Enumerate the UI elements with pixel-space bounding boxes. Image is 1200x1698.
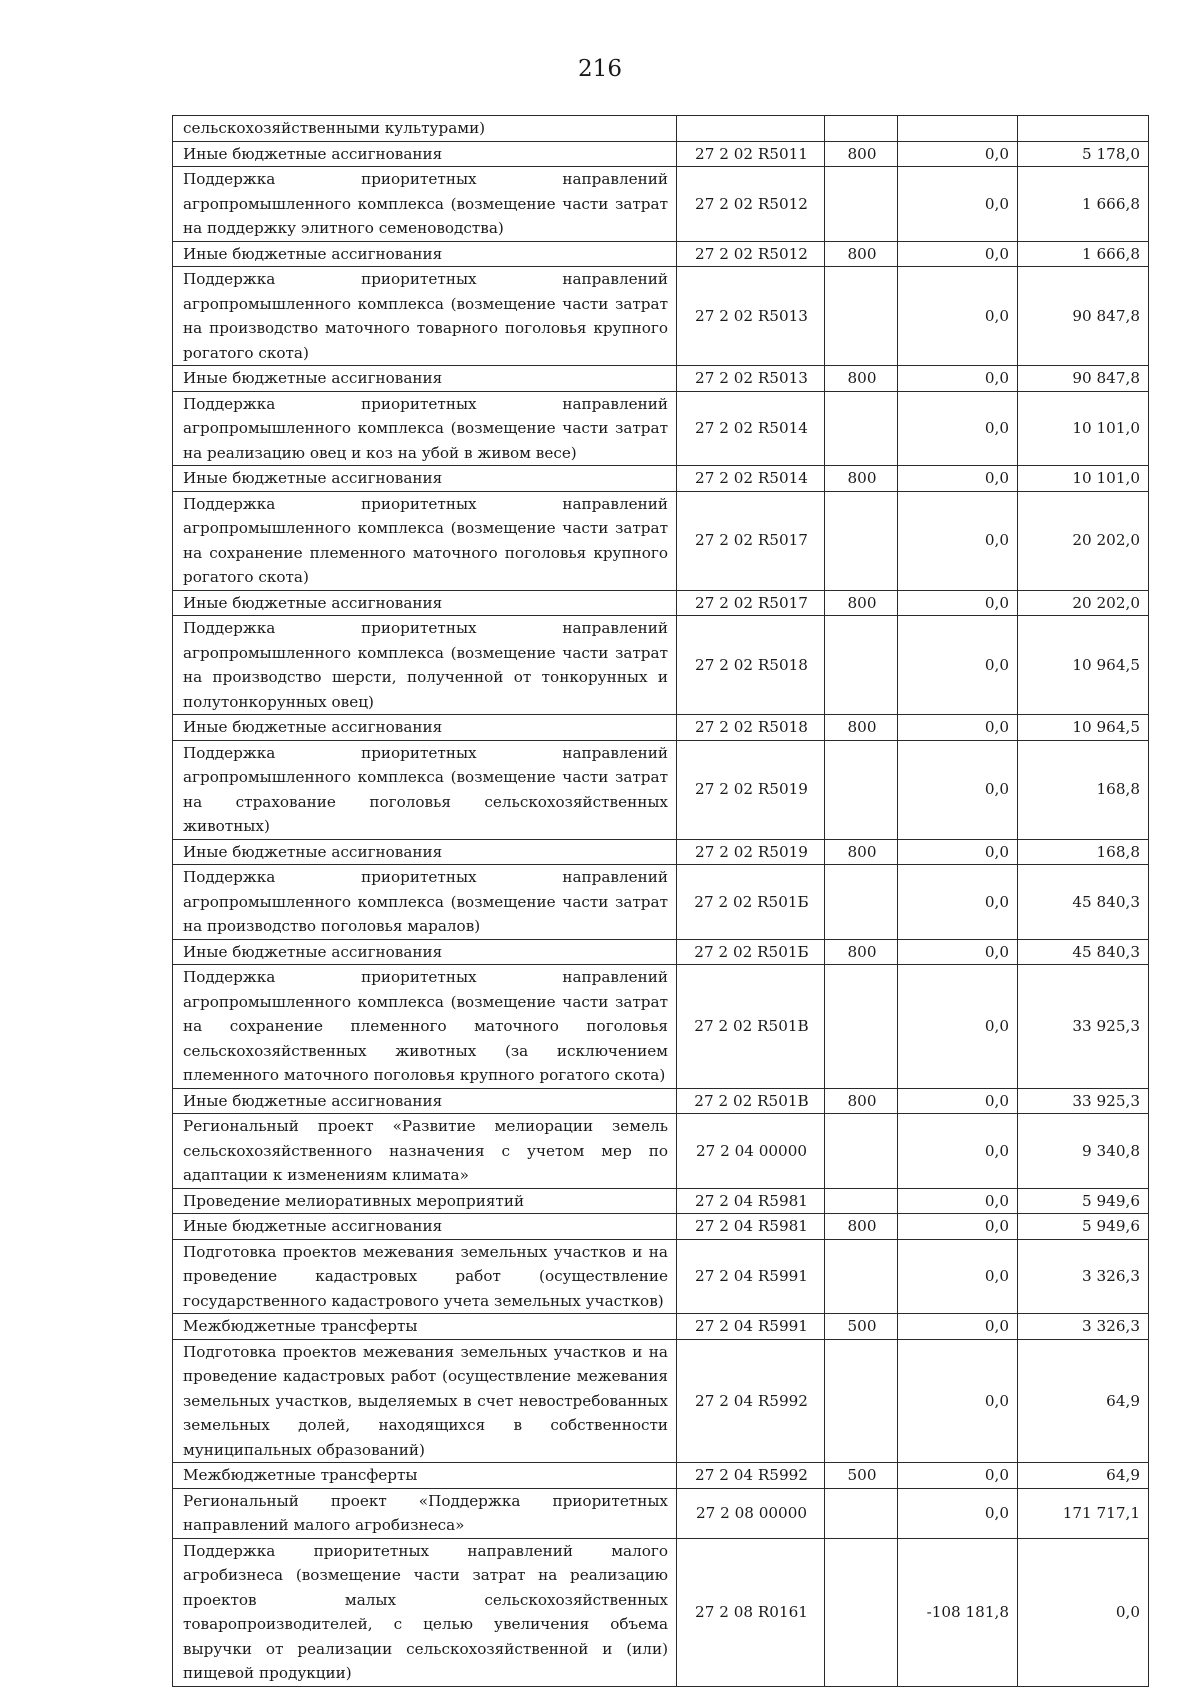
table-row [173,839,1149,865]
cell-amount-change [898,116,1018,142]
table-row [173,1538,1149,1686]
cell-expense-type [825,391,898,466]
cell-name: Подготовка проектов межевания земельных участков и на проведение кадастровых работ (осуществление межевания земельных участков, выделяемых в счет невостребованных земельных долей, находящихся в собственности муниципальных образований) [173,1339,677,1463]
cell-amount-change: 0,0 [898,865,1018,940]
cell-expense-type: 800 [825,241,898,267]
table-row [173,1214,1149,1240]
cell-amount-change: 0,0 [898,616,1018,715]
table-row [173,1488,1149,1538]
cell-name: Иные бюджетные ассигнования [173,1214,677,1240]
cell-expense-type: 800 [825,839,898,865]
cell-amount-change: 0,0 [898,1114,1018,1189]
cell-target-code: 27 2 04 R5981 [677,1214,825,1240]
cell-amount-total: 10 964,5 [1018,616,1149,715]
cell-amount-total: 168,8 [1018,839,1149,865]
cell-target-code: 27 2 02 R5017 [677,590,825,616]
cell-name: сельскохозяйственными культурами) [173,116,677,142]
table-row [173,740,1149,839]
cell-name: Иные бюджетные ассигнования [173,241,677,267]
table-row [173,1339,1149,1463]
page-number: 216 [578,56,622,82]
cell-target-code: 27 2 02 R5019 [677,740,825,839]
cell-expense-type: 800 [825,1088,898,1114]
cell-name: Подготовка проектов межевания земельных участков и на проведение кадастровых работ (осуществление государственного кадастрового учета земельных участков) [173,1239,677,1314]
cell-expense-type [825,865,898,940]
cell-amount-total: 90 847,8 [1018,366,1149,392]
cell-amount-change: 0,0 [898,1488,1018,1538]
cell-expense-type [825,1239,898,1314]
cell-target-code: 27 2 02 R5012 [677,241,825,267]
cell-amount-change: 0,0 [898,366,1018,392]
cell-target-code: 27 2 02 R501Б [677,865,825,940]
cell-amount-total: 10 101,0 [1018,391,1149,466]
table-row [173,616,1149,715]
cell-target-code: 27 2 04 R5991 [677,1239,825,1314]
cell-amount-total: 5 178,0 [1018,141,1149,167]
cell-amount-change: 0,0 [898,1239,1018,1314]
cell-amount-change: 0,0 [898,740,1018,839]
cell-expense-type [825,116,898,142]
table-row [173,267,1149,366]
table-row [173,1314,1149,1340]
cell-expense-type: 500 [825,1314,898,1340]
cell-amount-total: 64,9 [1018,1339,1149,1463]
cell-amount-total: 10 101,0 [1018,466,1149,492]
table-row [173,1239,1149,1314]
cell-amount-total: 0,0 [1018,1538,1149,1686]
cell-name: Поддержка приоритетных направлений агропромышленного комплекса (возмещение части затрат на сохранение племенного маточного поголовья крупного рогатого скота) [173,491,677,590]
table-row [173,116,1149,142]
cell-amount-change: 0,0 [898,1214,1018,1240]
cell-target-code: 27 2 02 R5018 [677,715,825,741]
budget-table-body [173,116,1149,1687]
cell-name: Поддержка приоритетных направлений агропромышленного комплекса (возмещение части затрат на реализацию овец и коз на убой в живом весе) [173,391,677,466]
cell-expense-type: 800 [825,939,898,965]
cell-amount-change: 0,0 [898,839,1018,865]
table-row [173,141,1149,167]
table-row [173,1188,1149,1214]
cell-target-code: 27 2 04 R5992 [677,1463,825,1489]
cell-amount-total: 3 326,3 [1018,1239,1149,1314]
cell-amount-total: 171 717,1 [1018,1488,1149,1538]
table-row [173,167,1149,242]
cell-target-code: 27 2 02 R501Б [677,939,825,965]
cell-expense-type [825,1339,898,1463]
cell-name: Поддержка приоритетных направлений агропромышленного комплекса (возмещение части затрат на производство маточного товарного поголовья крупного рогатого скота) [173,267,677,366]
cell-amount-total: 1 666,8 [1018,167,1149,242]
cell-amount-change: 0,0 [898,965,1018,1089]
cell-expense-type: 800 [825,366,898,392]
cell-target-code: 27 2 02 R5011 [677,141,825,167]
cell-name: Поддержка приоритетных направлений агропромышленного комплекса (возмещение части затрат на производство шерсти, полученной от тонкорунных и полутонкорунных овец) [173,616,677,715]
cell-amount-total: 10 964,5 [1018,715,1149,741]
cell-name: Поддержка приоритетных направлений малого агробизнеса (возмещение части затрат на реализацию проектов малых сельскохозяйственных товаропроизводителей, с целью увеличения объема выручки от реализации сельскохозяйственной и (или) пищевой продукции) [173,1538,677,1686]
cell-target-code: 27 2 02 R5017 [677,491,825,590]
cell-amount-change: 0,0 [898,590,1018,616]
cell-amount-change: 0,0 [898,466,1018,492]
table-row [173,491,1149,590]
cell-expense-type [825,267,898,366]
cell-name: Проведение мелиоративных мероприятий [173,1188,677,1214]
cell-target-code: 27 2 02 R501В [677,965,825,1089]
table-row [173,590,1149,616]
cell-amount-total: 33 925,3 [1018,1088,1149,1114]
cell-name: Иные бюджетные ассигнования [173,141,677,167]
cell-amount-total: 45 840,3 [1018,865,1149,940]
cell-expense-type [825,740,898,839]
table-row [173,965,1149,1089]
cell-target-code: 27 2 08 00000 [677,1488,825,1538]
cell-expense-type [825,1538,898,1686]
table-row [173,466,1149,492]
cell-amount-total: 90 847,8 [1018,267,1149,366]
cell-amount-change: 0,0 [898,715,1018,741]
cell-name: Межбюджетные трансферты [173,1314,677,1340]
cell-amount-total: 5 949,6 [1018,1214,1149,1240]
cell-expense-type [825,167,898,242]
cell-target-code: 27 2 02 R5018 [677,616,825,715]
cell-expense-type: 500 [825,1463,898,1489]
cell-amount-total: 20 202,0 [1018,590,1149,616]
table-row [173,391,1149,466]
cell-amount-change: 0,0 [898,1314,1018,1340]
cell-amount-change: 0,0 [898,1339,1018,1463]
cell-name: Поддержка приоритетных направлений агропромышленного комплекса (возмещение части затрат на производство поголовья маралов) [173,865,677,940]
cell-name: Иные бюджетные ассигнования [173,590,677,616]
table-row [173,939,1149,965]
cell-amount-change: 0,0 [898,141,1018,167]
cell-name: Региональный проект «Поддержка приоритетных направлений малого агробизнеса» [173,1488,677,1538]
cell-amount-total: 64,9 [1018,1463,1149,1489]
cell-target-code: 27 2 04 R5992 [677,1339,825,1463]
cell-amount-change: 0,0 [898,167,1018,242]
table-row [173,1114,1149,1189]
cell-name: Иные бюджетные ассигнования [173,839,677,865]
cell-expense-type: 800 [825,141,898,167]
cell-name: Региональный проект «Развитие мелиорации земель сельскохозяйственного назначения с учетом мер по адаптации к изменениям климата» [173,1114,677,1189]
cell-expense-type [825,1114,898,1189]
cell-target-code: 27 2 02 R5012 [677,167,825,242]
cell-amount-change: 0,0 [898,491,1018,590]
cell-amount-change: -108 181,8 [898,1538,1018,1686]
table-row [173,865,1149,940]
cell-amount-total: 9 340,8 [1018,1114,1149,1189]
cell-expense-type [825,1488,898,1538]
cell-name: Иные бюджетные ассигнования [173,366,677,392]
cell-target-code: 27 2 02 R5014 [677,391,825,466]
cell-amount-total: 5 949,6 [1018,1188,1149,1214]
cell-amount-change: 0,0 [898,1463,1018,1489]
cell-expense-type: 800 [825,1214,898,1240]
cell-amount-change: 0,0 [898,267,1018,366]
cell-name: Иные бюджетные ассигнования [173,939,677,965]
cell-target-code: 27 2 08 R0161 [677,1538,825,1686]
cell-amount-total: 33 925,3 [1018,965,1149,1089]
cell-name: Иные бюджетные ассигнования [173,715,677,741]
cell-target-code: 27 2 02 R5019 [677,839,825,865]
table-row [173,366,1149,392]
cell-amount-change: 0,0 [898,241,1018,267]
cell-name: Межбюджетные трансферты [173,1463,677,1489]
cell-name: Поддержка приоритетных направлений агропромышленного комплекса (возмещение части затрат на сохранение племенного маточного поголовья сельскохозяйственных животных (за исключением племенного маточного поголовья крупного рогатого скота) [173,965,677,1089]
cell-amount-change: 0,0 [898,1088,1018,1114]
table-row [173,715,1149,741]
cell-amount-change: 0,0 [898,939,1018,965]
cell-name: Поддержка приоритетных направлений агропромышленного комплекса (возмещение части затрат на поддержку элитного семеноводства) [173,167,677,242]
cell-name: Иные бюджетные ассигнования [173,466,677,492]
cell-amount-change: 0,0 [898,1188,1018,1214]
cell-target-code: 27 2 02 R501В [677,1088,825,1114]
cell-expense-type [825,616,898,715]
cell-expense-type: 800 [825,715,898,741]
cell-target-code: 27 2 04 00000 [677,1114,825,1189]
cell-amount-total: 1 666,8 [1018,241,1149,267]
cell-expense-type: 800 [825,590,898,616]
cell-target-code [677,116,825,142]
cell-expense-type [825,491,898,590]
table-row [173,1088,1149,1114]
cell-amount-total: 3 326,3 [1018,1314,1149,1340]
cell-expense-type [825,1188,898,1214]
cell-target-code: 27 2 02 R5013 [677,366,825,392]
table-row [173,1463,1149,1489]
table-row [173,241,1149,267]
cell-amount-change: 0,0 [898,391,1018,466]
cell-expense-type: 800 [825,466,898,492]
budget-table [172,115,1149,1687]
cell-target-code: 27 2 04 R5991 [677,1314,825,1340]
cell-expense-type [825,965,898,1089]
cell-name: Иные бюджетные ассигнования [173,1088,677,1114]
cell-amount-total: 168,8 [1018,740,1149,839]
cell-target-code: 27 2 02 R5014 [677,466,825,492]
cell-target-code: 27 2 02 R5013 [677,267,825,366]
cell-amount-total: 20 202,0 [1018,491,1149,590]
cell-amount-total: 45 840,3 [1018,939,1149,965]
cell-amount-total [1018,116,1149,142]
cell-name: Поддержка приоритетных направлений агропромышленного комплекса (возмещение части затрат на страхование поголовья сельскохозяйственных животных) [173,740,677,839]
cell-target-code: 27 2 04 R5981 [677,1188,825,1214]
